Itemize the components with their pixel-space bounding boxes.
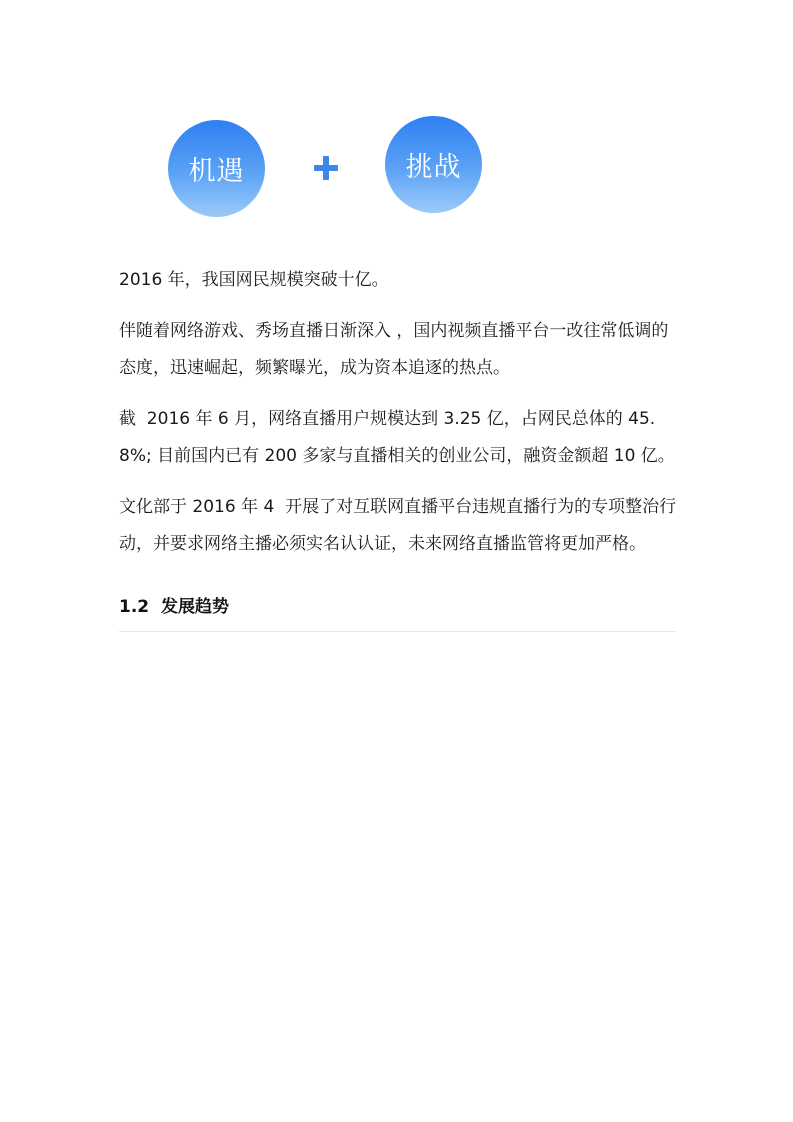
paragraph-netizen-scale: 2016 年，我国网民规模突破十亿。	[119, 270, 389, 290]
hero-graphic	[0, 0, 793, 230]
plus-icon	[314, 156, 338, 180]
section-divider	[119, 631, 676, 632]
challenge-circle	[385, 116, 482, 213]
opportunity-circle	[168, 120, 265, 217]
document-body	[119, 262, 679, 632]
paragraph-regulation: 文化部于 2016 年 4 开展了对互联网直播平台违规直播行为的专项整治行动，并要求网络主播必须实名认认证，未来网络直播监管将更加严格。	[119, 497, 677, 554]
challenge-label: 挑战	[405, 152, 462, 183]
section-heading: 1.2 发展趋势	[119, 597, 229, 617]
paragraph-user-statistics: 截 2016 年 6 月，网络直播用户规模达到 3.25 亿，占网民总体的 45.8%; 目前国内已有 200 多家与直播相关的创业公司，融资金额超 10 亿。	[119, 409, 675, 466]
opportunity-label: 机遇	[188, 156, 245, 187]
paragraph-live-platform-rise: 伴随着网络游戏、秀场直播日渐深入 ，国内视频直播平台一改往常低调的态度，迅速崛起，频繁曝光，成为资本追逐的热点。	[119, 321, 669, 378]
